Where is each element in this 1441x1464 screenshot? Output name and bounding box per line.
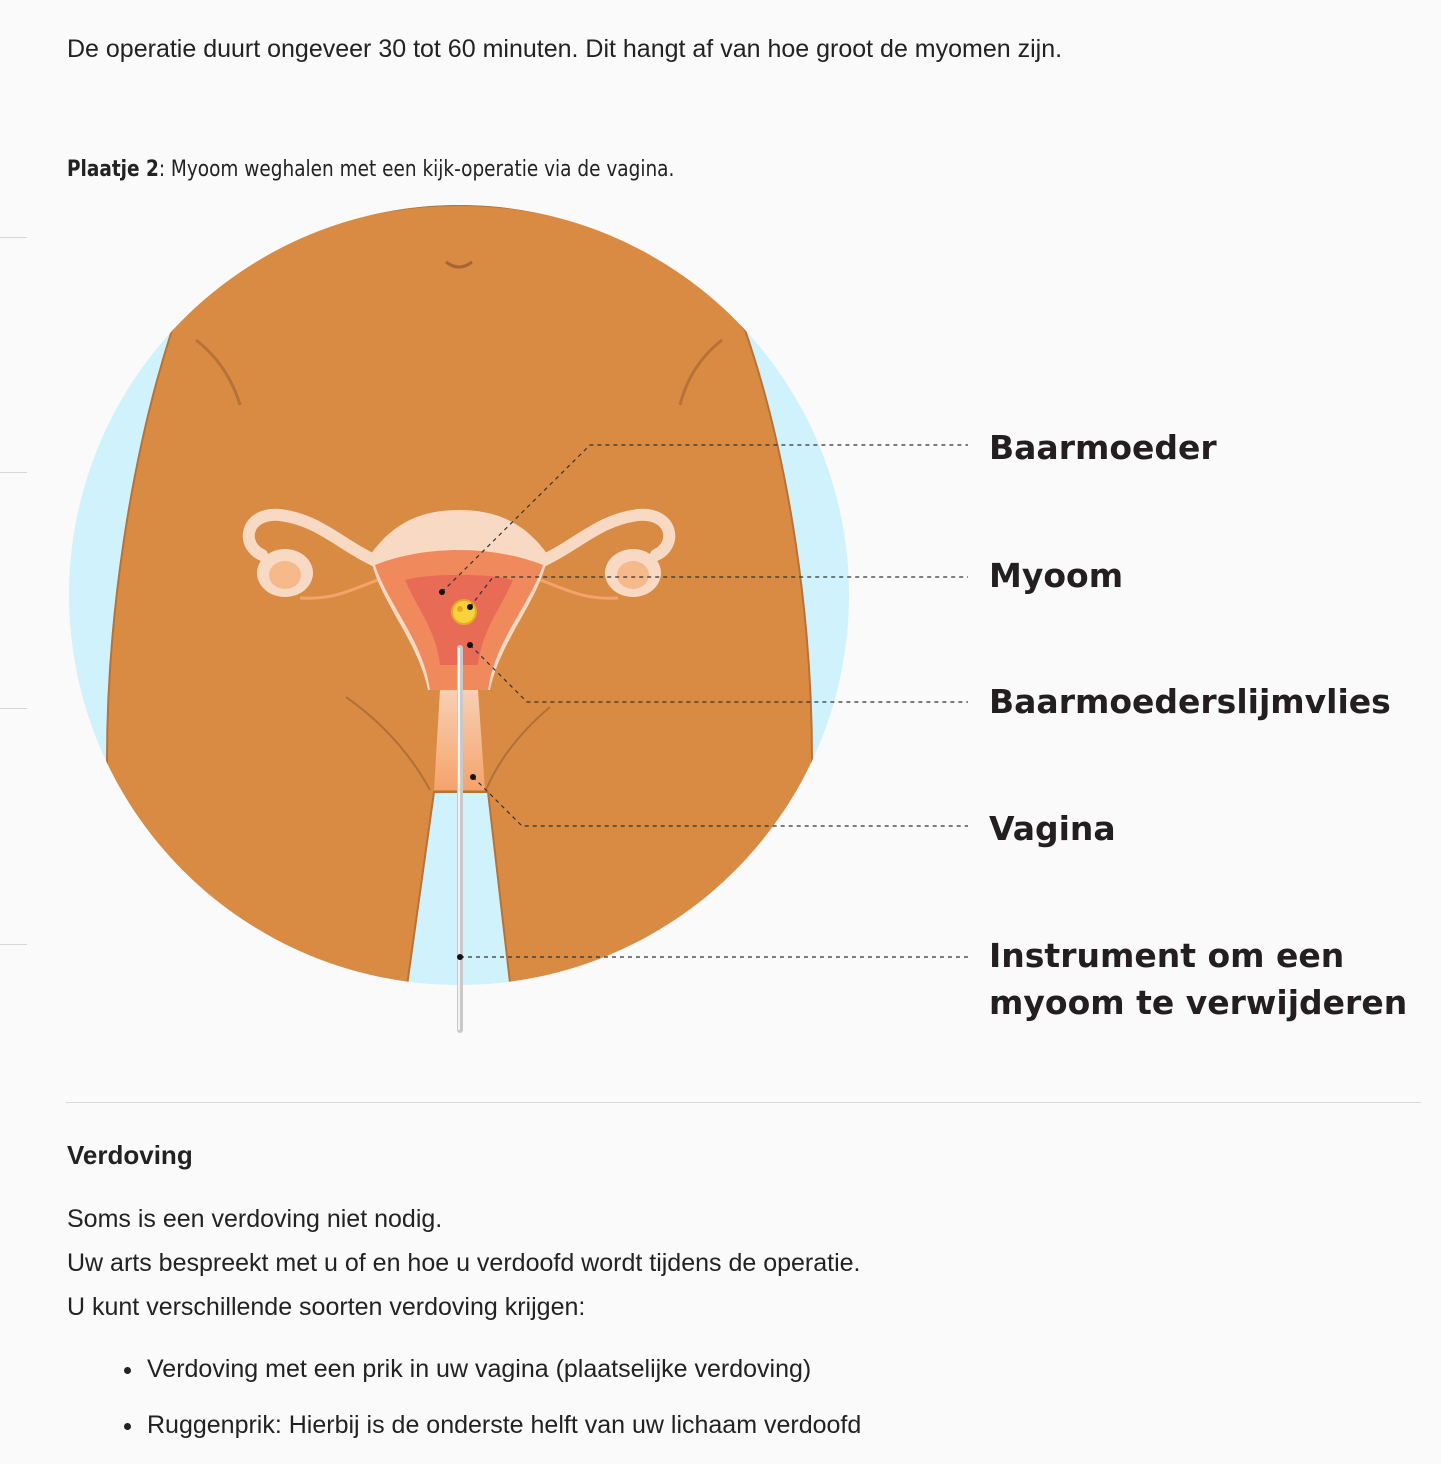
paragraph: U kunt verschillende soorten verdoving krijgen:	[67, 1293, 586, 1321]
figure-caption-bold: Plaatje 2	[67, 157, 159, 182]
list-item: Ruggenprik: Hierbij is de onderste helft van uw lichaam verdoofd	[67, 1408, 861, 1464]
paragraph: Uw arts bespreekt met u of en hoe u verdoofd wordt tijdens de operatie.	[67, 1249, 861, 1277]
label-instrument-line2: myoom te verwijderen	[989, 983, 1408, 1022]
intro-paragraph: De operatie duurt ongeveer 30 tot 60 minuten. Dit hangt af van hoe groot de myomen zijn.	[67, 35, 1063, 63]
label-instrument-line1: Instrument om een	[989, 936, 1345, 975]
anatomy-illustration	[0, 195, 1441, 1045]
surgical-instrument	[459, 648, 460, 1030]
paragraph: Soms is een verdoving niet nodig.	[67, 1205, 443, 1233]
label-myoom: Myoom	[989, 556, 1124, 595]
anesthesia-list	[67, 1352, 861, 1464]
label-vagina: Vagina	[989, 809, 1116, 848]
figure-caption-text: : Myoom weghalen met een kijk-operatie via de vagina.	[158, 157, 675, 182]
list-item: Verdoving met een prik in uw vagina (plaatselijke verdoving)	[67, 1352, 861, 1408]
figure-caption	[67, 154, 674, 186]
label-baarmoederslijmvlies: Baarmoederslijmvlies	[989, 682, 1391, 721]
section-heading: Verdoving	[67, 1140, 193, 1170]
label-baarmoeder: Baarmoeder	[989, 428, 1217, 467]
section-divider	[66, 1102, 1421, 1103]
myoma	[452, 600, 476, 624]
